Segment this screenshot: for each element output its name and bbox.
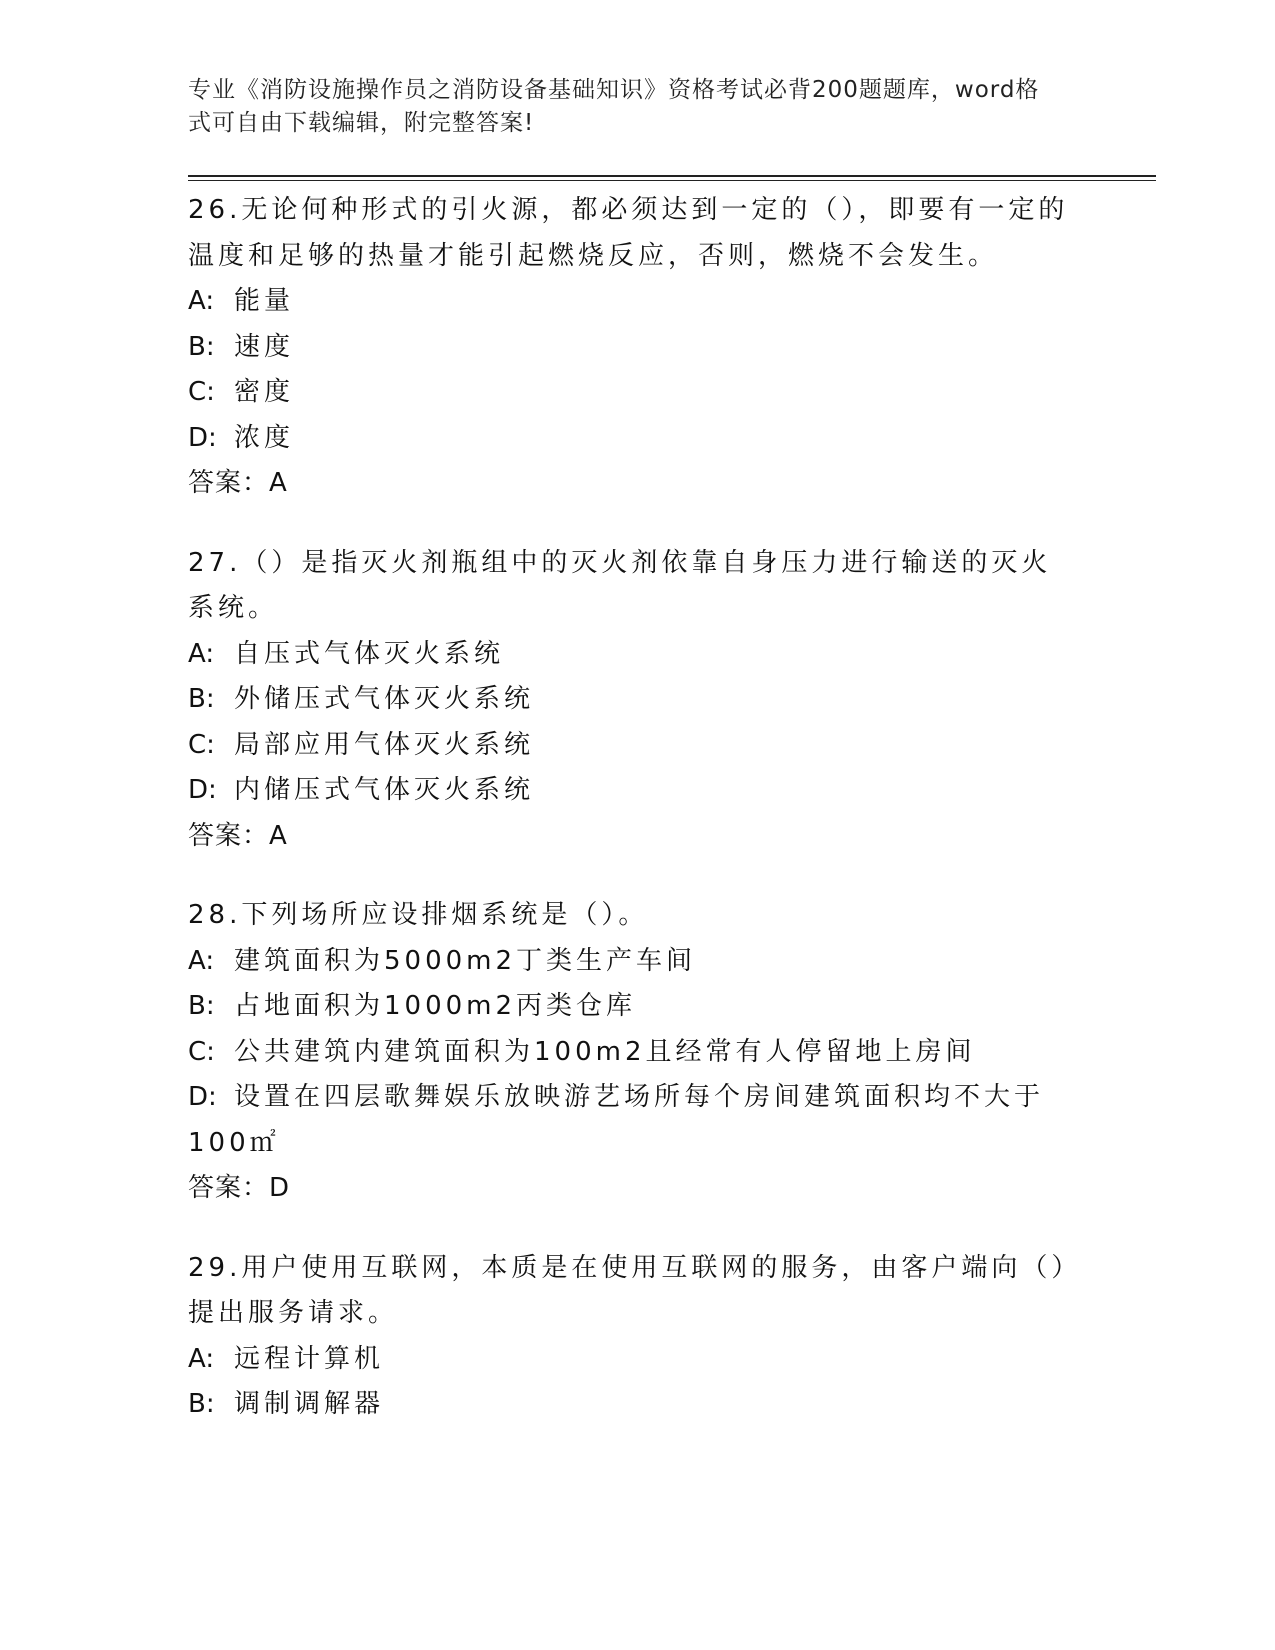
question-text: 28.下列场所应设排烟系统是（）。 <box>188 900 649 930</box>
question-item <box>188 541 1078 860</box>
question-text: 29.用户使用互联网，本质是在使用互联网的服务，由客户端向（）提出服务请求。 <box>188 1252 1069 1328</box>
option-d <box>188 768 1078 814</box>
option-b <box>188 984 1078 1030</box>
option-text: 建筑面积为5000m2丁类生产车间 <box>234 945 697 976</box>
option-text: 设置在四层歌舞娱乐放映游艺场所每个房间建筑面积均不大于100㎡ <box>188 1082 1045 1158</box>
option-a <box>188 632 1078 678</box>
option-text: 能量 <box>234 286 295 316</box>
option-letter: D: <box>188 1082 217 1112</box>
question-item <box>188 893 1078 1212</box>
option-text: 自压式气体灭火系统 <box>234 638 505 669</box>
question-list <box>188 188 1078 1462</box>
header-rule-thin <box>188 180 1156 181</box>
option-a <box>188 279 1078 325</box>
option-a <box>188 939 1078 985</box>
option-letter: A: <box>188 945 215 976</box>
option-text: 内储压式气体灭火系统 <box>234 775 535 805</box>
option-text: 占地面积为1000m2丙类仓库 <box>234 991 637 1021</box>
option-b <box>188 1382 1078 1428</box>
question-item <box>188 1246 1078 1428</box>
option-text: 公共建筑内建筑面积为100m2且经常有人停留地上房间 <box>234 1036 976 1067</box>
header-line-2: 式可自由下载编辑，附完整答案! <box>188 110 535 136</box>
question-item <box>188 188 1078 507</box>
option-text: 密度 <box>234 377 295 407</box>
option-letter: C: <box>188 1036 215 1067</box>
option-letter: D: <box>188 422 217 453</box>
option-letter: B: <box>188 1389 215 1419</box>
option-text: 调制调解器 <box>234 1389 385 1419</box>
option-letter: A: <box>188 286 215 316</box>
header-rule-thick <box>188 175 1156 177</box>
answer-text: 答案：D <box>188 1173 291 1203</box>
option-text: 外储压式气体灭火系统 <box>234 684 535 714</box>
document-header <box>188 74 1068 140</box>
option-letter: B: <box>188 684 215 714</box>
option-b <box>188 325 1078 371</box>
option-letter: C: <box>188 729 215 760</box>
option-letter: C: <box>188 377 215 407</box>
option-text: 浓度 <box>234 422 295 453</box>
question-text: 26.无论何种形式的引火源，都必须达到一定的（），即要有一定的温度和足够的热量才能引起燃烧反应，否则，燃烧不会发生。 <box>188 195 1069 271</box>
option-a <box>188 1337 1078 1383</box>
option-letter: D: <box>188 775 217 805</box>
option-text: 远程计算机 <box>234 1343 385 1374</box>
option-letter: B: <box>188 331 215 362</box>
option-d <box>188 416 1078 462</box>
answer-text: 答案：A <box>188 468 288 498</box>
answer-text: 答案：A <box>188 820 288 851</box>
option-text: 局部应用气体灭火系统 <box>234 729 535 760</box>
option-text: 速度 <box>234 331 295 362</box>
option-c <box>188 1030 1078 1076</box>
option-b <box>188 677 1078 723</box>
option-d <box>188 1075 1078 1166</box>
option-letter: A: <box>188 1343 215 1374</box>
option-letter: A: <box>188 638 215 669</box>
header-line-1: 专业《消防设施操作员之消防设备基础知识》资格考试必背200题题库，word格 <box>188 77 1040 103</box>
option-c <box>188 723 1078 769</box>
option-letter: B: <box>188 991 215 1021</box>
question-text: 27.（）是指灭火剂瓶组中的灭火剂依靠自身压力进行输送的灭火系统。 <box>188 547 1052 623</box>
option-c <box>188 370 1078 416</box>
